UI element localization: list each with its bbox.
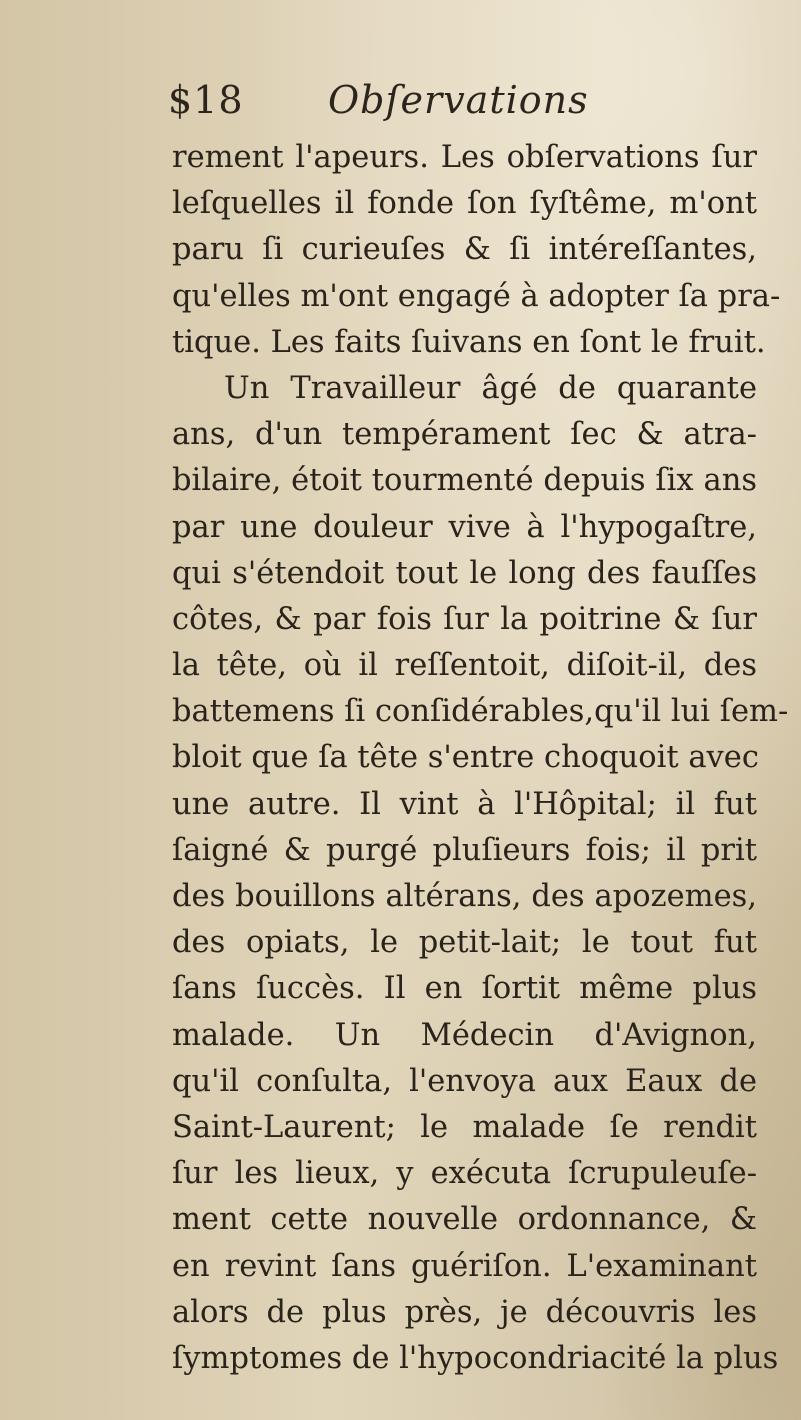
text-line: alors de plus près, je découvris les [172,1294,757,1330]
text-line: en revint ſans guériſon. L'examinant [172,1248,757,1284]
text-line: Un Travailleur âgé de quarante [224,370,757,406]
text-line: ment cette nouvelle ordonnance, & [172,1202,757,1238]
text-line: ſur les lieux, y exécuta ſcrupuleuſe- [172,1156,757,1192]
text-line: par une douleur vive à l'hypogaſtre, [172,509,757,545]
text-line: des bouillons altérans, des apozemes, [172,879,757,914]
text-line: tique. Les faits ſuivans en ſont le fruit. [172,324,766,360]
text-line: bloit que ſa tête s'entre choquoit avec [172,740,759,776]
text-line: la tête, où il reſſentoit, diſoit-il, des [172,648,757,684]
text-line: qui s'étendoit tout le long des fauſſes [172,555,757,591]
body-text [172,135,789,1382]
text-line: paru ſi curieuſes & ſi intéreſſantes, [172,232,757,268]
text-line: leſquelles il fonde ſon ſyſtême, m'ont [172,186,757,222]
text-line: Saint-Laurent; le malade ſe rendit [172,1109,757,1145]
text-line: rement l'apeurs. Les obſervations ſur [172,140,757,175]
text-line: qu'il conſulta, l'envoya aux Eaux de [172,1063,757,1099]
page-header [168,78,728,130]
text-line: battemens ſi conſidérables,qu'il lui ſem- [172,694,789,730]
running-title: Obſervations [328,78,589,122]
text-line: malade. Un Médecin d'Avignon, [172,1017,757,1053]
text-line: des opiats, le petit-lait; le tout fut [172,925,757,961]
text-line: ſans ſuccès. Il en ſortit même plus [172,971,757,1007]
text-line: côtes, & par fois ſur la poitrine & ſur [172,601,757,637]
text-line: bilaire, étoit tourmenté depuis ſix ans [172,463,757,499]
text-line: ſymptomes de l'hypocondriacité la plus [172,1340,779,1376]
text-line: ſaigné & purgé pluſieurs fois; il prit [172,832,757,868]
page-number: $18 [168,78,244,122]
text-line: une autre. Il vint à l'Hôpital; il fut [172,786,757,822]
text-line: ans, d'un tempérament ſec & atra- [172,417,757,453]
text-line: qu'elles m'ont engagé à adopter ſa pra- [172,278,781,314]
